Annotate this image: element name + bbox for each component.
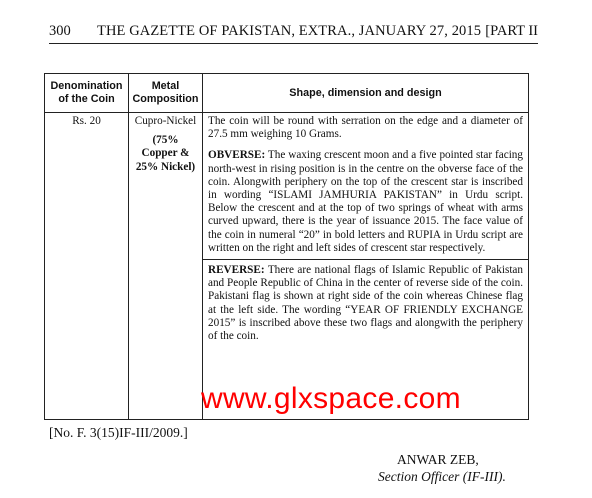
signer-designation: Section Officer (IF-III). — [378, 469, 506, 484]
table-row — [45, 113, 529, 420]
design-cell — [203, 113, 529, 420]
reference-number: [No. F. 3(15)IF-III/2009.] — [49, 425, 188, 440]
section-divider — [202, 259, 528, 260]
obverse-text: The waxing crescent moon and a five pointed star facing north-west in rising position is in the centre on the obverse face of the coin. Alongwith periphery on the top of the crescent star is inscribed in wording “ISLAMI JAMHURIA PAKISTAN” in Urdu script. Below the crescent and at the top of two springs of wheat with arms curved upward, there is the year of issuance 2015. The face value of the coin in numeral “20” in bold letters and RUPIA in Urdu script are written on the right and left sides of crescent star respectively. — [208, 149, 523, 254]
metal-name: Cupro-Nickel — [134, 115, 197, 127]
column-header-design: Shape, dimension and design — [203, 74, 529, 113]
signer-name: ANWAR ZEB, — [397, 452, 479, 467]
column-header-denomination: Denomination of the Coin — [45, 74, 129, 113]
obverse-description — [208, 149, 523, 255]
gazette-header — [49, 23, 538, 43]
column-header-metal: Metal Composition — [129, 74, 203, 113]
denomination-cell: Rs. 20 — [45, 113, 129, 420]
reverse-label: REVERSE: — [208, 264, 265, 277]
reverse-text: There are national flags of Islamic Republic of Pakistan and People Republic of China in the center of reverse side of the coin. Pakistani flag is shown at right side of the coin whereas Chinese flag at the left side. The wording “YEAR OF FRIENDLY EXCHANGE 2015” is inscribed above these two flags and alongwith the periphery of the coin. — [208, 264, 523, 343]
metal-cell — [129, 113, 203, 420]
page-number: 300 — [49, 23, 71, 39]
reverse-description — [208, 264, 523, 343]
metal-composition-detail: (75% Copper & 25% Nickel) — [135, 134, 196, 173]
gazette-title: THE GAZETTE OF PAKISTAN, EXTRA., JANUARY 27, 2015 — [97, 23, 482, 39]
obverse-label: OBVERSE: — [208, 149, 266, 162]
table-header-row — [45, 74, 529, 113]
header-rule — [49, 43, 538, 44]
coin-specification-table — [44, 73, 529, 420]
design-intro: The coin will be round with serration on the edge and a diameter of 27.5 mm weighing 10 Grams. — [208, 115, 523, 141]
part-label: [PART II — [485, 23, 538, 39]
watermark-text: www.glxspace.com — [201, 382, 461, 415]
